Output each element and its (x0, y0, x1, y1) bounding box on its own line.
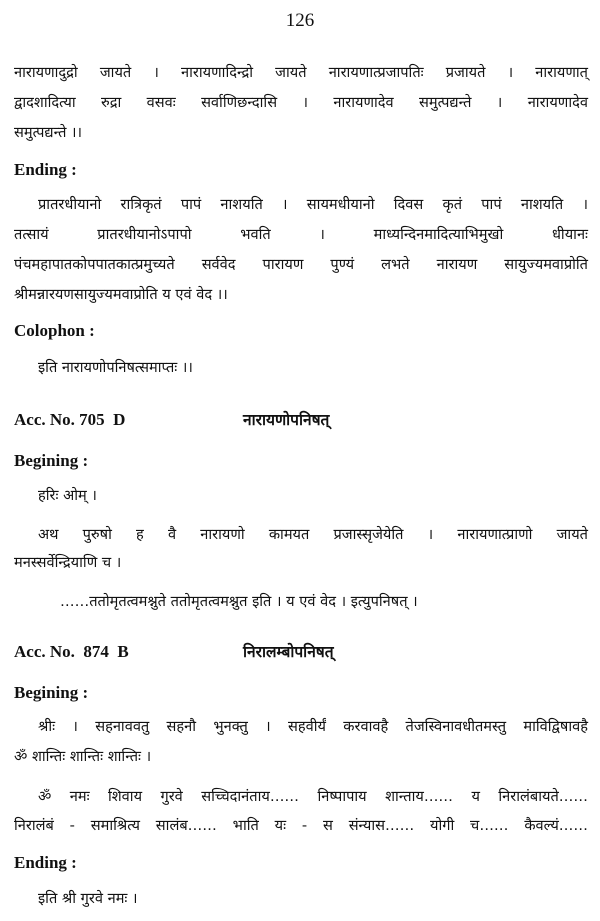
text-line: प्रातरधीयानो रात्रिकृतं पापं नाशयति । सायमधीयानो दिवस कृतं पापं नाशयति । (38, 196, 588, 213)
manuscript-title: नारायणोपनिषत् (243, 411, 330, 429)
text-line: द्वादशादित्या रुद्रा वसवः सर्वाणिछन्दासि । नारायणादेव समुत्पद्यन्ते । नारायणादेव (14, 94, 588, 111)
text-line: तत्सायं प्रातरधीयानोऽपापो भवति । माध्यन्दिनमादित्याभिमुखो धीयानः (14, 226, 588, 243)
text-line: अथ पुरुषो ह वै नारायणो कामयत प्रजास्सृजेयेति । नारायणात्प्राणो जायते (38, 526, 588, 543)
text-line: पंचमहापातकोपपातकात्प्रमुच्यते सर्ववेद पारायण पुण्यं लभते नारायण सायुज्यमवाप्रोति (14, 256, 588, 273)
text-line: ॐ नमः शिवाय गुरवे सच्चिदानंताय…… निष्पापाय शान्ताय…… य निरालंबायते…… (38, 788, 588, 805)
text-line: हरिः ओम् । (38, 487, 97, 504)
section-heading-begining: Begining : (14, 451, 89, 470)
page-number: 126 (285, 10, 315, 31)
accession-number (14, 410, 125, 430)
accession-number (14, 642, 129, 662)
text-line: श्रीः । सहनाववतु सहनौ भुनक्तु । सहवीर्यं करवावहै तेजस्विनावधीतमस्तु माविद्विषावहै (38, 718, 588, 735)
accession-letter: D (113, 410, 126, 429)
accession-label: Acc. No. 874 (14, 642, 109, 661)
section-heading-begining: Begining : (14, 683, 89, 702)
text-line: इति श्री गुरवे नमः । (38, 890, 138, 907)
accession-label: Acc. No. 705 (14, 410, 105, 429)
manuscript-title: निरालम्बोपनिषत् (243, 643, 334, 661)
text-line: समुत्पद्यन्ते ।। (14, 124, 83, 141)
accession-letter: B (117, 642, 129, 661)
text-line: नारायणादुद्रो जायते । नारायणादिन्द्रो जायते नारायणात्प्रजापतिः प्रजायते । नारायणात् (14, 64, 588, 81)
text-line: ……ततोमृतत्वमश्नुते ततोमृतत्वमश्नुत इति । य एवं वेद । इत्युपनिषत् । (60, 593, 418, 610)
text-line: निरालंबं - समाश्रित्य सालंब…… भाति यः - स संन्यास…… योगी च…… कैवल्यं…… (14, 817, 588, 834)
text-line: श्रीमन्नारयणसायुज्यमवाप्रोति य एवं वेद ।। (14, 286, 228, 303)
text-line: मनस्सर्वेन्द्रियाणि च । (14, 554, 122, 571)
section-heading-colophon: Colophon : (14, 321, 95, 340)
section-heading-ending: Ending : (14, 160, 77, 179)
colophon-text: इति नारायणोपनिषत्समाप्तः ।। (38, 359, 193, 376)
text-line: ॐ शान्तिः शान्तिः शान्तिः । (14, 748, 152, 765)
section-heading-ending: Ending : (14, 853, 77, 872)
